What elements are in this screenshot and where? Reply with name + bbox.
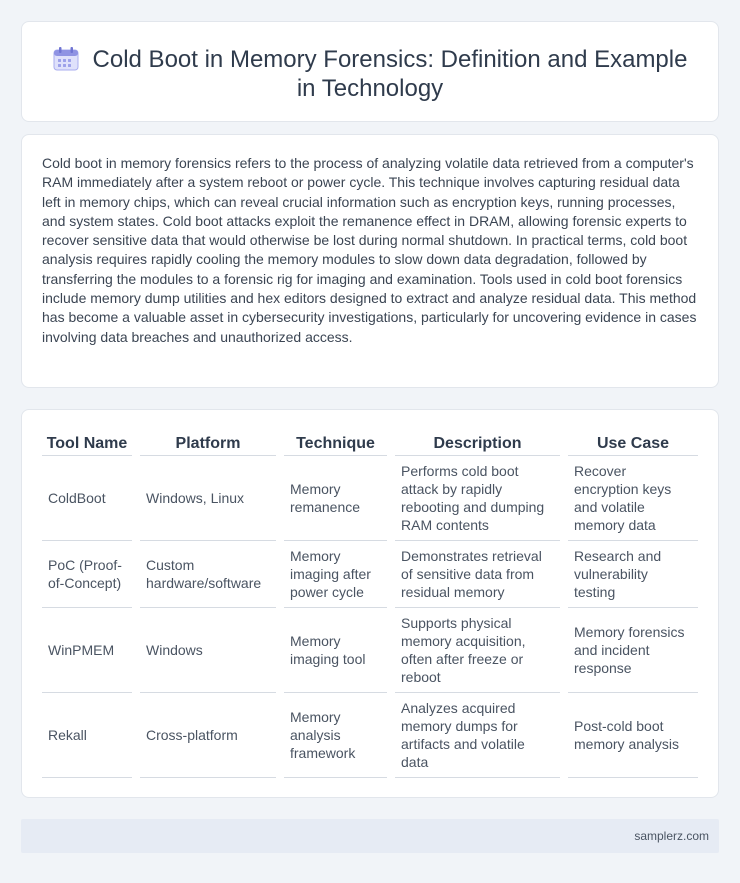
table-row (42, 607, 698, 692)
cell-description: Supports physical memory acquisition, often after freeze or reboot (391, 607, 564, 692)
header-description: Description (391, 431, 564, 455)
table-header-row (42, 431, 698, 455)
cell-use-case: Recover encryption keys and volatile memory data (564, 455, 698, 540)
cell-tool-name: Rekall (42, 692, 136, 777)
cell-technique: Memory remanence (280, 455, 391, 540)
cell-description: Analyzes acquired memory dumps for artifacts and volatile data (391, 692, 564, 777)
title-line-1: Cold Boot in Memory Forensics: Definition and Example (92, 46, 688, 73)
description-text: Cold boot in memory forensics refers to the process of analyzing volatile data retrieved from a computer's RAM immediately after a system reboot or power cycle. This technique involves capturing residual data left in memory chips, which can reveal crucial information such as encryption keys, running processes, and system states. Cold boot attacks exploit the remanence effect in DRAM, allowing forensic experts to recover sensitive data that would otherwise be lost during normal shutdown. In practical terms, cold boot analysis requires rapidly cooling the memory modules to slow down data degradation, followed by transferring the modules to a forensic rig for imaging and examination. Tools used in cold boot forensics include memory dump utilities and hex editors designed to extract and analyze residual data. This method has become a valuable asset in cybersecurity investigations, particularly for uncovering evidence in cases involving data breaches and unauthorized access. (42, 155, 697, 345)
footer-site-link[interactable]: samplerz.com (634, 829, 709, 843)
header-use-case: Use Case (564, 431, 698, 455)
table-row (42, 455, 698, 540)
tools-table (42, 431, 698, 778)
description-card (21, 134, 719, 388)
tools-table-card (21, 409, 719, 798)
cell-tool-name: PoC (Proof-of-Concept) (42, 540, 136, 607)
cell-technique: Memory imaging after power cycle (280, 540, 391, 607)
header-tool-name: Tool Name (42, 431, 136, 455)
cell-use-case: Post-cold boot memory analysis (564, 692, 698, 777)
page-title (22, 45, 718, 103)
cell-description: Performs cold boot attack by rapidly rebooting and dumping RAM contents (391, 455, 564, 540)
cell-platform: Custom hardware/software (136, 540, 280, 607)
header-technique: Technique (280, 431, 391, 455)
table-row (42, 692, 698, 777)
title-line-2: in Technology (296, 75, 444, 102)
table-row (42, 540, 698, 607)
cell-tool-name: WinPMEM (42, 607, 136, 692)
cell-use-case: Research and vulnerability testing (564, 540, 698, 607)
cell-description: Demonstrates retrieval of sensitive data from residual memory (391, 540, 564, 607)
cell-technique: Memory imaging tool (280, 607, 391, 692)
cell-use-case: Memory forensics and incident response (564, 607, 698, 692)
cell-platform: Windows (136, 607, 280, 692)
cell-platform: Cross-platform (136, 692, 280, 777)
header-platform: Platform (136, 431, 280, 455)
footer-bar (21, 819, 719, 853)
cell-platform: Windows, Linux (136, 455, 280, 540)
cell-technique: Memory analysis framework (280, 692, 391, 777)
cell-tool-name: ColdBoot (42, 455, 136, 540)
title-card (21, 21, 719, 122)
